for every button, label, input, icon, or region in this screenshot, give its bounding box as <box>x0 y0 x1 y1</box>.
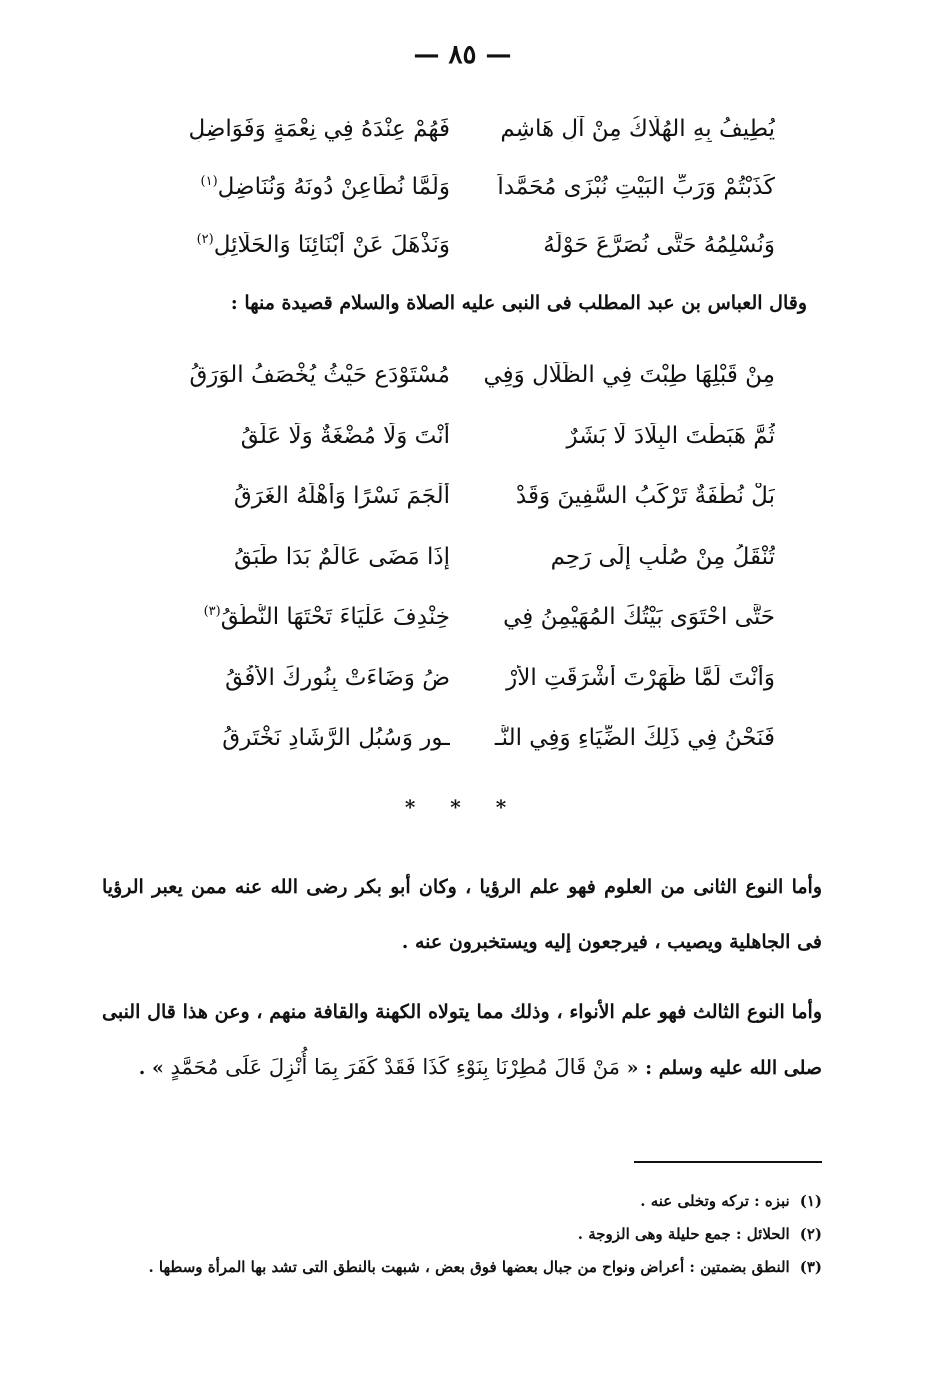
footnote-number: (١) <box>799 1192 822 1210</box>
footnote-marker: (١) <box>200 174 218 189</box>
verse-row <box>150 708 775 769</box>
footnote-marker: (٣) <box>203 604 221 620</box>
footnote-number: (٣) <box>799 1258 822 1276</box>
poem-intro-line: وقال العباس بن عبد المطلب فى النبى عليه الصلاة والسلام قصيدة منها : <box>230 292 807 314</box>
verse-row <box>150 100 775 158</box>
hemistich-text: خِنْدِفَ عَلْيَاءَ تَحْتَهَا النُّطُقُ <box>220 604 450 631</box>
first-hemistich: كَذَبْتُمْ وَرَبِّ البَيْتِ نُبْزَى مُحَمَّداً <box>497 174 775 200</box>
section-separator: * * * <box>404 795 521 819</box>
footnotes <box>102 1185 822 1284</box>
second-hemistich <box>150 362 450 388</box>
paragraph-anwa <box>102 985 822 1096</box>
hemistich-text: أَلْجَمَ نَسْرًا وَأَهْلَهُ الغَرَقُ <box>233 483 450 510</box>
first-hemistich: تُنْقَلُ مِنْ صُلْبٍ إِلَى رَحِمٍ <box>550 543 775 570</box>
second-hemistich <box>150 725 450 751</box>
poem-2 <box>150 345 775 769</box>
footnote-divider <box>634 1161 822 1163</box>
first-hemistich: وَأَنْتَ لَمَّا ظَهَرْتَ أَشْرَقَتِ الأَرْ <box>506 664 775 691</box>
hemistich-text: ـورِ وَسُبُلِ الرَّشَادِ نَخْتَرِقُ <box>222 725 450 752</box>
footnote-text: النطق بضمتين : أعراض ونواح من جبال بعضها فوق بعض ، شبهت بالنطق التى تشد بها المرأة وسطها . <box>148 1258 790 1276</box>
poem-1 <box>150 100 775 274</box>
quote-close: » . <box>138 1057 171 1079</box>
second-hemistich <box>150 423 450 449</box>
footnote-number: (٢) <box>799 1225 822 1243</box>
paragraph-text: وأما النوع الثالث فهو علم الأنواء ، وذلك مما يتولاه الكهنة والقافة منهم ، وعن هذا قال النبى صلى الله عليه وسلم : « <box>102 1001 822 1079</box>
hemistich-text: وَلَمَّا نُطَاعِنْ دُونَهُ وَنُنَاضِلِ <box>217 174 450 200</box>
hemistich-text: مُسْتَوْدَعٍ حَيْثُ يُخْصَفُ الوَرَقُ <box>189 362 450 389</box>
verse-row <box>150 216 775 274</box>
hemistich-text: إِذَا مَضَى عَالَمٌ بَدَا طَبَقُ <box>233 543 450 570</box>
first-hemistich: حَتَّى احْتَوَى بَيْتُكَ المُهَيْمِنُ فِي <box>503 604 775 631</box>
second-hemistich <box>150 544 450 570</box>
second-hemistich <box>150 174 450 200</box>
hemistich-text: وَنَذْهَلَ عَنْ أَبْنَائِنَا وَالحَلَائِلِ <box>213 232 450 258</box>
verse-row <box>150 587 775 648</box>
hemistich-text: أَنْتَ وَلَا مُضْغَةٌ وَلَا عَلَقُ <box>240 422 450 449</box>
verse-row <box>150 527 775 588</box>
hemistich-text: فَهُمْ عِنْدَهُ فِي نِعْمَةٍ وَفَوَاضِلِ <box>188 116 450 142</box>
verse-row <box>150 406 775 467</box>
second-hemistich <box>150 665 450 691</box>
second-hemistich <box>150 604 450 630</box>
first-hemistich: بَلْ نُطْفَةٌ تَرْكَبُ السَّفِينَ وَقَدْ <box>515 483 775 510</box>
footnote-text: نبزه : تركه وتخلى عنه . <box>640 1192 790 1210</box>
hadith-quote: مَنْ قَالَ مُطِرْنَا بِنَوْءِ كَذَا فَقَدْ كَفَرَ بِمَا أُنْزِلَ عَلَى مُحَمَّدٍ <box>170 1055 621 1079</box>
paragraph-dream-interpretation: وأما النوع الثانى من العلوم فهو علم الرؤيا ، وكان أبو بكر رضى الله عنه ممن يعبر الرؤيا فى الجاهلية ويصيب ، فيرجعون إليه ويستخبرون عنه . <box>102 876 822 953</box>
footnote <box>102 1185 822 1218</box>
first-hemistich: يُطِيفُ بِهِ الهُلَّاكُ مِنْ آلِ هَاشِمٍ <box>500 116 775 142</box>
first-hemistich: ثُمَّ هَبَطْتَ البِلَادَ لَا بَشَرٌ <box>566 422 775 449</box>
footnote-marker: (٢) <box>196 232 214 247</box>
first-hemistich: مِنْ قَبْلِهَا طِبْتَ فِي الظِّلَالِ وَفِي <box>483 362 775 389</box>
hemistich-text: ضُ وَضَاءَتْ بِنُورِكَ الأُفُقُ <box>225 664 450 691</box>
verse-row <box>150 466 775 527</box>
verse-row <box>150 345 775 406</box>
second-hemistich <box>150 116 450 142</box>
footnote <box>102 1218 822 1251</box>
page-number: — ٨٥ — <box>413 40 512 70</box>
verse-row <box>150 158 775 216</box>
footnote-text: الحلائل : جمع حليلة وهى الزوجة . <box>577 1225 790 1243</box>
second-hemistich <box>150 232 450 258</box>
footnote <box>102 1251 822 1284</box>
first-hemistich: فَنَحْنُ فِي ذَلِكَ الضِّيَاءِ وَفِي النُّـ <box>494 725 775 752</box>
first-hemistich: وَنُسْلِمُهُ حَتَّى نُصَرَّعَ حَوْلَهُ <box>543 232 775 258</box>
verse-row <box>150 648 775 709</box>
second-hemistich <box>150 483 450 509</box>
